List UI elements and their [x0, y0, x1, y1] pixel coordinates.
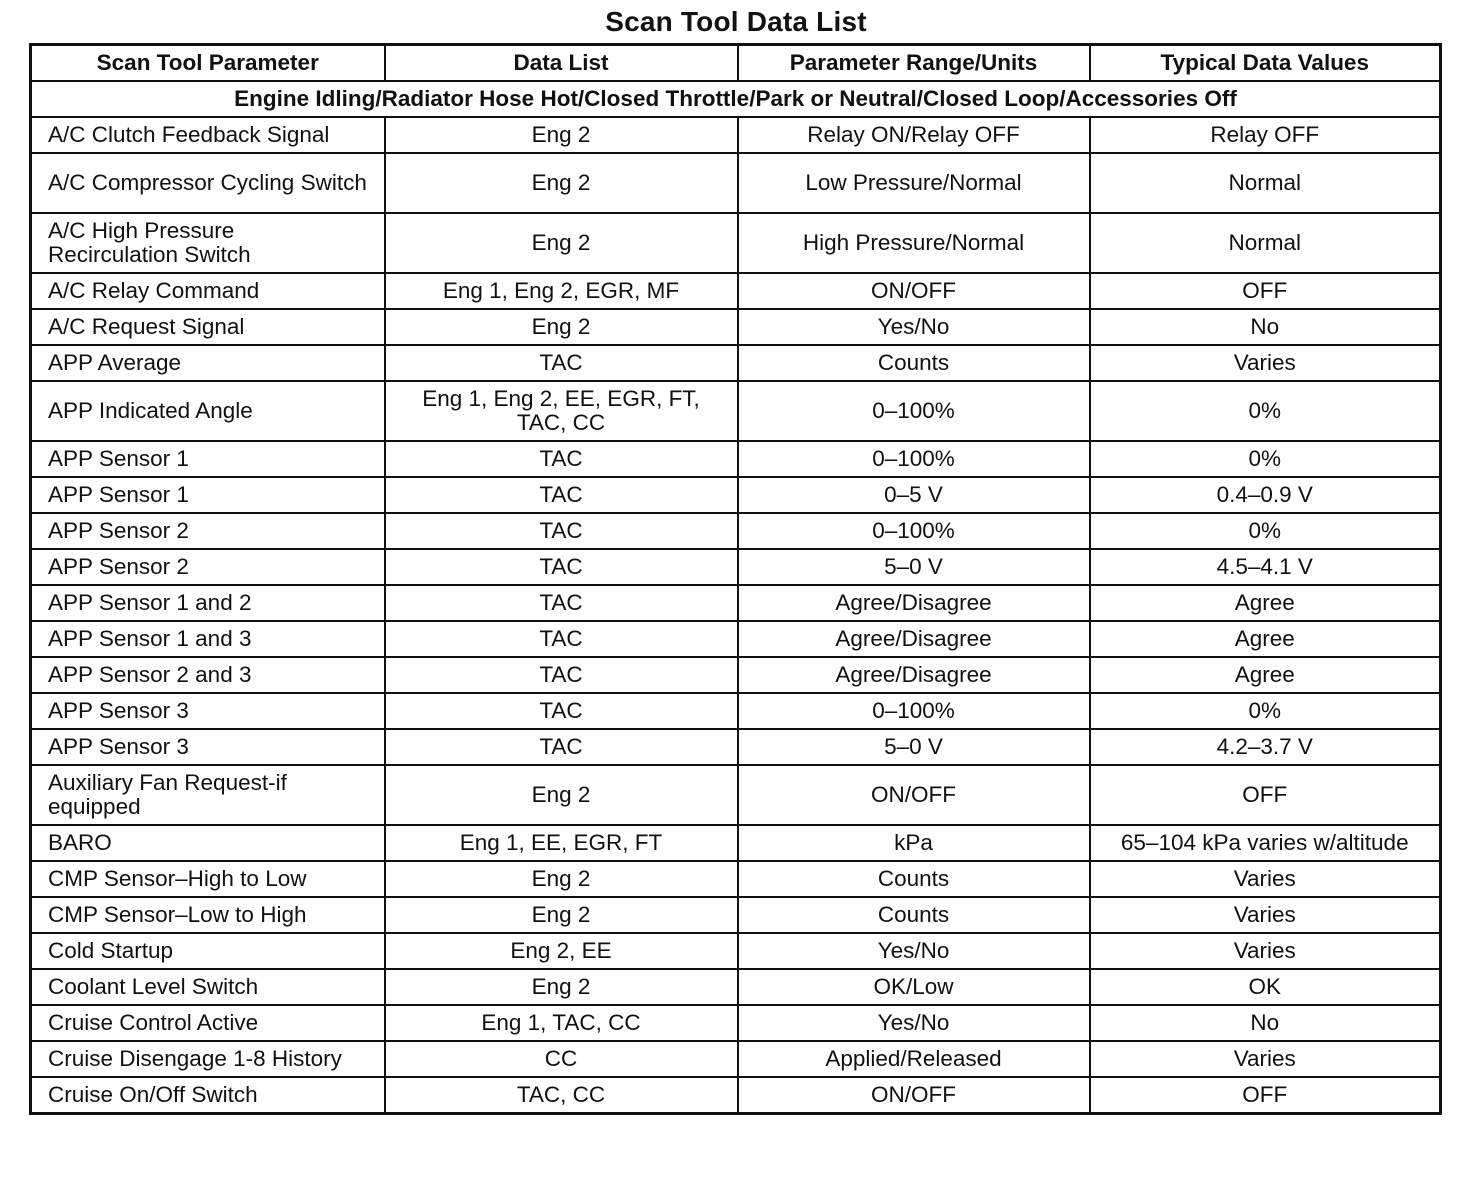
table-row — [31, 861, 1441, 897]
table-row — [31, 117, 1441, 153]
cell-typical-value: Agree — [1090, 657, 1441, 693]
cell-parameter: Cruise Control Active — [31, 1005, 385, 1041]
cell-range-units: Relay ON/Relay OFF — [738, 117, 1090, 153]
cell-range-units: ON/OFF — [738, 765, 1090, 825]
cell-typical-value: Varies — [1090, 861, 1441, 897]
cell-parameter: Cruise Disengage 1-8 History — [31, 1041, 385, 1077]
table-row — [31, 897, 1441, 933]
cell-range-units: ON/OFF — [738, 1077, 1090, 1114]
cell-typical-value: 0.4–0.9 V — [1090, 477, 1441, 513]
cell-range-units: Counts — [738, 345, 1090, 381]
cell-data-list: Eng 2 — [385, 765, 738, 825]
cell-parameter: APP Sensor 2 and 3 — [31, 657, 385, 693]
table-row — [31, 969, 1441, 1005]
cell-typical-value: Varies — [1090, 933, 1441, 969]
cell-data-list: Eng 2 — [385, 213, 738, 273]
cell-parameter: Cold Startup — [31, 933, 385, 969]
cell-data-list: Eng 2, EE — [385, 933, 738, 969]
cell-parameter: BARO — [31, 825, 385, 861]
cell-typical-value: Relay OFF — [1090, 117, 1441, 153]
cell-range-units: 0–100% — [738, 693, 1090, 729]
cell-range-units: Yes/No — [738, 933, 1090, 969]
cell-typical-value: Varies — [1090, 1041, 1441, 1077]
table-row — [31, 477, 1441, 513]
cell-data-list: TAC — [385, 441, 738, 477]
cell-range-units: Counts — [738, 861, 1090, 897]
table-row — [31, 693, 1441, 729]
table-row — [31, 213, 1441, 273]
table-row — [31, 153, 1441, 213]
cell-parameter: APP Sensor 1 and 3 — [31, 621, 385, 657]
cell-range-units: Agree/Disagree — [738, 585, 1090, 621]
cell-data-list: Eng 1, TAC, CC — [385, 1005, 738, 1041]
cell-typical-value: 0% — [1090, 513, 1441, 549]
header-data-list: Data List — [385, 45, 738, 82]
header-row — [31, 45, 1441, 82]
cell-range-units: Yes/No — [738, 309, 1090, 345]
cell-typical-value: Varies — [1090, 345, 1441, 381]
cell-typical-value: Normal — [1090, 213, 1441, 273]
cell-range-units: ON/OFF — [738, 273, 1090, 309]
cell-parameter: APP Sensor 1 — [31, 441, 385, 477]
cell-range-units: 0–100% — [738, 513, 1090, 549]
table-row — [31, 549, 1441, 585]
cell-typical-value: OFF — [1090, 1077, 1441, 1114]
cell-typical-value: OFF — [1090, 273, 1441, 309]
cell-typical-value: 4.5–4.1 V — [1090, 549, 1441, 585]
cell-range-units: 0–100% — [738, 381, 1090, 441]
table-row — [31, 345, 1441, 381]
cell-parameter: Cruise On/Off Switch — [31, 1077, 385, 1114]
cell-parameter: A/C Relay Command — [31, 273, 385, 309]
table-row — [31, 621, 1441, 657]
cell-data-list: TAC — [385, 621, 738, 657]
cell-parameter: APP Indicated Angle — [31, 381, 385, 441]
cell-data-list: TAC, CC — [385, 1077, 738, 1114]
cell-parameter: A/C Clutch Feedback Signal — [31, 117, 385, 153]
cell-data-list: Eng 1, Eng 2, EGR, MF — [385, 273, 738, 309]
cell-data-list: Eng 2 — [385, 309, 738, 345]
cell-parameter: A/C Request Signal — [31, 309, 385, 345]
condition-text: Engine Idling/Radiator Hose Hot/Closed Throttle/Park or Neutral/Closed Loop/Accessories Off — [31, 81, 1441, 117]
cell-parameter: A/C Compressor Cycling Switch — [31, 153, 385, 213]
cell-typical-value: No — [1090, 1005, 1441, 1041]
table-body — [31, 81, 1441, 1114]
cell-data-list: Eng 2 — [385, 897, 738, 933]
table-row — [31, 381, 1441, 441]
scan-tool-data-table — [29, 43, 1442, 1115]
page-title: Scan Tool Data List — [605, 6, 867, 37]
cell-parameter: CMP Sensor–High to Low — [31, 861, 385, 897]
table-row — [31, 933, 1441, 969]
table-row — [31, 825, 1441, 861]
cell-typical-value: 0% — [1090, 441, 1441, 477]
cell-parameter: APP Sensor 1 and 2 — [31, 585, 385, 621]
cell-typical-value: Varies — [1090, 897, 1441, 933]
table-row — [31, 1041, 1441, 1077]
cell-parameter: CMP Sensor–Low to High — [31, 897, 385, 933]
cell-parameter: Auxiliary Fan Request-if equipped — [31, 765, 385, 825]
cell-data-list: Eng 1, EE, EGR, FT — [385, 825, 738, 861]
header-parameter: Scan Tool Parameter — [31, 45, 385, 82]
table-row — [31, 1077, 1441, 1114]
table-row — [31, 585, 1441, 621]
table-row — [31, 657, 1441, 693]
cell-typical-value: Normal — [1090, 153, 1441, 213]
table-row — [31, 729, 1441, 765]
cell-typical-value: 0% — [1090, 693, 1441, 729]
cell-data-list: TAC — [385, 513, 738, 549]
cell-typical-value: Agree — [1090, 585, 1441, 621]
cell-typical-value: 65–104 kPa varies w/altitude — [1090, 825, 1441, 861]
cell-range-units: 5–0 V — [738, 549, 1090, 585]
cell-parameter: APP Sensor 3 — [31, 729, 385, 765]
cell-data-list: CC — [385, 1041, 738, 1077]
cell-data-list: Eng 2 — [385, 861, 738, 897]
cell-range-units: Low Pressure/Normal — [738, 153, 1090, 213]
cell-range-units: Yes/No — [738, 1005, 1090, 1041]
header-range-units: Parameter Range/Units — [738, 45, 1090, 82]
cell-typical-value: OFF — [1090, 765, 1441, 825]
cell-range-units: Agree/Disagree — [738, 657, 1090, 693]
cell-range-units: 0–5 V — [738, 477, 1090, 513]
cell-data-list: TAC — [385, 693, 738, 729]
cell-data-list: TAC — [385, 657, 738, 693]
cell-range-units: OK/Low — [738, 969, 1090, 1005]
header-typical-values: Typical Data Values — [1090, 45, 1441, 82]
cell-range-units: High Pressure/Normal — [738, 213, 1090, 273]
cell-parameter: APP Sensor 3 — [31, 693, 385, 729]
cell-parameter: Coolant Level Switch — [31, 969, 385, 1005]
cell-data-list: Eng 2 — [385, 153, 738, 213]
cell-range-units: Counts — [738, 897, 1090, 933]
cell-typical-value: OK — [1090, 969, 1441, 1005]
cell-range-units: Applied/Released — [738, 1041, 1090, 1077]
cell-data-list: TAC — [385, 729, 738, 765]
cell-typical-value: Agree — [1090, 621, 1441, 657]
cell-range-units: 5–0 V — [738, 729, 1090, 765]
cell-data-list: Eng 1, Eng 2, EE, EGR, FT, TAC, CC — [385, 381, 738, 441]
cell-parameter: APP Sensor 2 — [31, 549, 385, 585]
cell-data-list: TAC — [385, 477, 738, 513]
cell-range-units: 0–100% — [738, 441, 1090, 477]
cell-range-units: Agree/Disagree — [738, 621, 1090, 657]
cell-typical-value: No — [1090, 309, 1441, 345]
cell-parameter: APP Sensor 1 — [31, 477, 385, 513]
table-row — [31, 765, 1441, 825]
cell-typical-value: 4.2–3.7 V — [1090, 729, 1441, 765]
table-row — [31, 309, 1441, 345]
cell-data-list: Eng 2 — [385, 117, 738, 153]
condition-row — [31, 81, 1441, 117]
cell-data-list: TAC — [385, 345, 738, 381]
table-row — [31, 513, 1441, 549]
cell-typical-value: 0% — [1090, 381, 1441, 441]
cell-parameter: APP Sensor 2 — [31, 513, 385, 549]
table-row — [31, 1005, 1441, 1041]
cell-data-list: TAC — [385, 585, 738, 621]
cell-range-units: kPa — [738, 825, 1090, 861]
table-row — [31, 273, 1441, 309]
cell-data-list: TAC — [385, 549, 738, 585]
cell-parameter: APP Average — [31, 345, 385, 381]
table-row — [31, 441, 1441, 477]
cell-parameter: A/C High Pressure Recirculation Switch — [31, 213, 385, 273]
cell-data-list: Eng 2 — [385, 969, 738, 1005]
